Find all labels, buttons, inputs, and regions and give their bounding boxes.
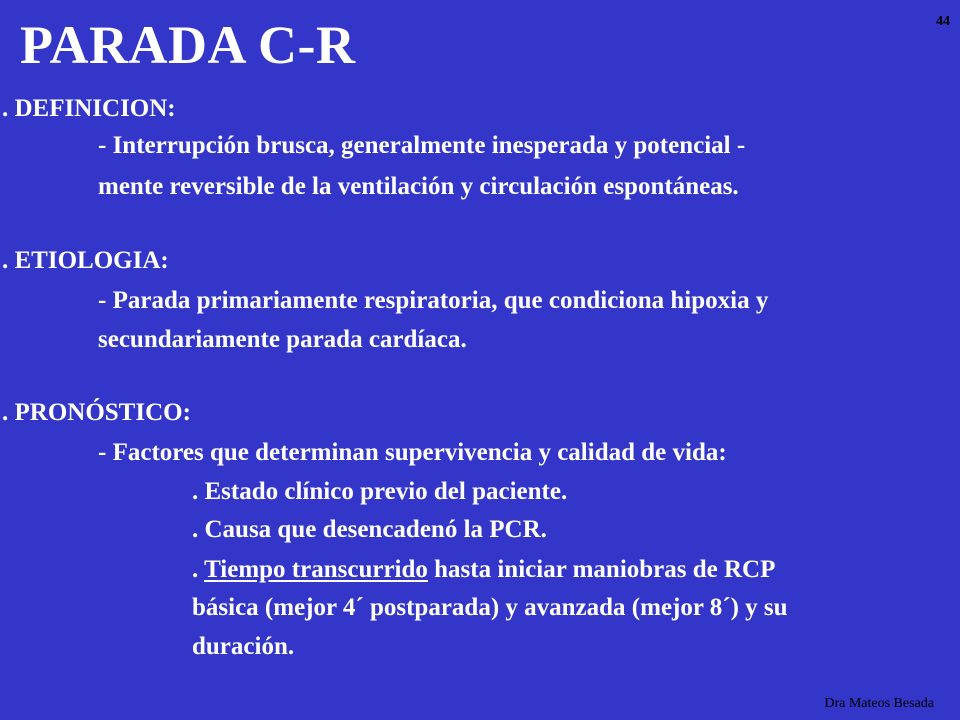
- etiologia-line-1: - Parada primariamente respiratoria, que condiciona hipoxia y: [98, 287, 769, 314]
- etiologia-heading: . ETIOLOGIA:: [2, 247, 169, 274]
- pronostico-item-2: . Causa que desencadenó la PCR.: [192, 516, 547, 543]
- tiempo-transcurrido-underlined: Tiempo transcurrido: [204, 556, 428, 583]
- pronostico-heading: . PRONÓSTICO:: [2, 399, 191, 426]
- definicion-heading: . DEFINICION:: [2, 95, 176, 122]
- slide-title: PARADA C-R: [20, 15, 356, 75]
- pronostico-item-3: [192, 555, 775, 585]
- pronostico-item-3-rest: hasta iniciar maniobras de RCP: [427, 556, 776, 583]
- definicion-line-2: mente reversible de la ventilación y circulación espontáneas.: [98, 173, 739, 200]
- pronostico-item-3-cont-1: básica (mejor 4´ postparada) y avanzada (mejor 8´) y su: [192, 594, 788, 621]
- pronostico-intro: - Factores que determinan supervivencia y calidad de vida:: [98, 439, 727, 466]
- pronostico-item-1: . Estado clínico previo del paciente.: [192, 478, 568, 505]
- footer-author: Dra Mateos Besada: [824, 696, 934, 711]
- pronostico-item-3-cont-2: duración.: [192, 633, 295, 660]
- etiologia-line-2: secundariamente parada cardíaca.: [98, 326, 467, 353]
- slide-number: 44: [936, 14, 950, 29]
- definicion-line-1: - Interrupción brusca, generalmente inesperada y potencial -: [98, 132, 746, 159]
- pronostico-item-3-prefix: .: [192, 556, 205, 583]
